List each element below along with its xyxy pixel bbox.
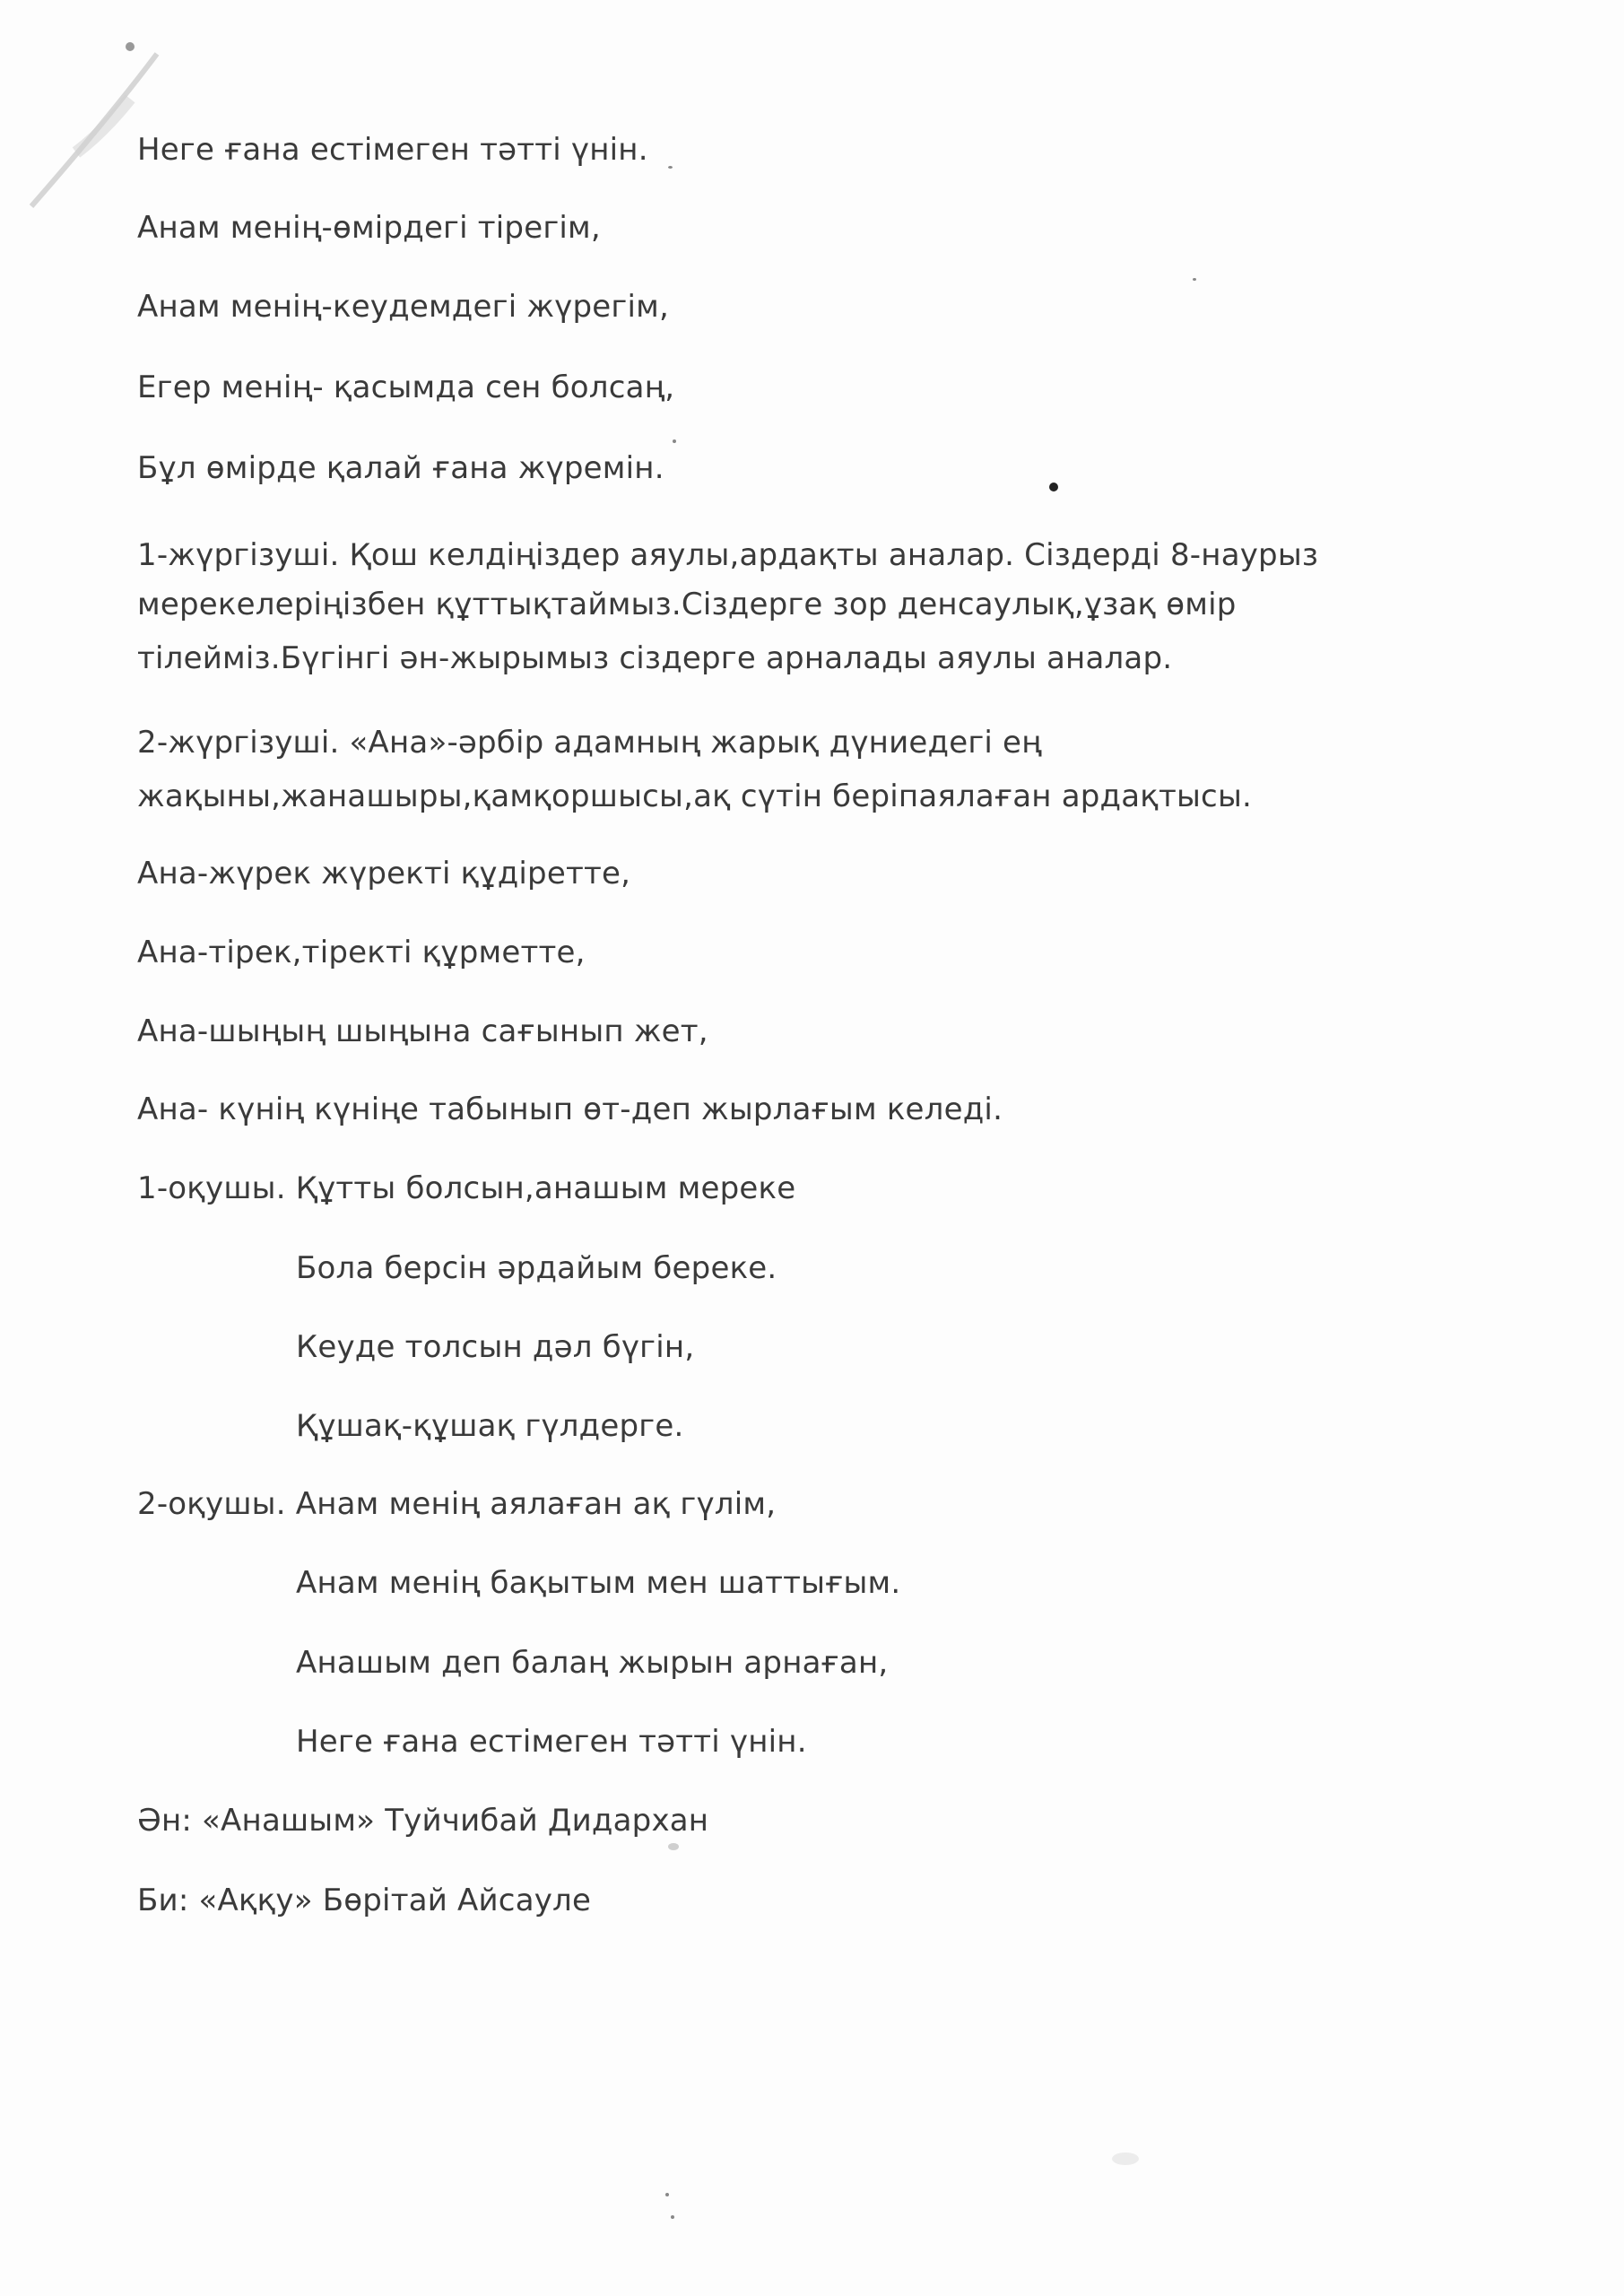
text-line: Бұл өмірде қалай ғана жүремін.: [137, 450, 664, 486]
text-line: Ана-жүрек жүректі құдіретте,: [137, 856, 631, 891]
text-line: 1-жүргізуші. Қош келдіңіздер аяулы,ардақты аналар. Сіздерді 8-наурыз: [137, 537, 1319, 573]
text-line: Ана-шыңың шыңына сағынып жет,: [137, 1013, 708, 1049]
text-line: Құшақ-құшақ гүлдерге.: [296, 1408, 684, 1444]
text-line: Ана-тірек,тіректі құрметте,: [137, 935, 586, 970]
scan-smudge: [22, 36, 166, 215]
text-line: Егер менің- қасымда сен болсаң,: [137, 370, 675, 405]
text-line: Анам менің бақытым мен шаттығым.: [296, 1565, 901, 1601]
scan-dot: [665, 2193, 669, 2196]
scan-dot: [1193, 278, 1196, 281]
scan-dot: [671, 2215, 674, 2219]
text-line: Ән: «Анашым» Туйчибай Дидархан: [137, 1803, 709, 1839]
text-line: 2-оқушы. Анам менің аялаған ақ гүлім,: [137, 1486, 777, 1522]
text-line: Анам менің-кеудемдегі жүрегім,: [137, 289, 669, 325]
text-line: тілейміз.Бүгінгі ән-жырымыз сіздерге арналады аяулы аналар.: [137, 640, 1173, 676]
scan-dot: [668, 1843, 679, 1850]
text-line: мерекелеріңізбен құттықтаймыз.Сіздерге зор денсаулық,ұзақ өмір: [137, 587, 1237, 622]
text-line: Анам менің-өмірдегі тірегім,: [137, 210, 601, 246]
text-line: жақыны,жанашыры,қамқоршысы,ақ сүтін беріпаялаған ардақтысы.: [137, 778, 1253, 814]
scan-dot: [673, 439, 676, 443]
scan-dot: [1112, 2152, 1139, 2165]
text-line: Бола берсін әрдайым береке.: [296, 1250, 777, 1286]
text-line: Анашым деп балаң жырын арнаған,: [296, 1645, 889, 1681]
text-line: Кеуде толсын дәл бүгін,: [296, 1329, 695, 1365]
scan-dot: [668, 166, 673, 169]
text-line: 1-оқушы. Құтты болсын,анашым мереке: [137, 1170, 796, 1206]
text-line: Би: «Аққу» Бөрітай Айсауле: [137, 1883, 592, 1918]
text-line: Ана- күнің күніңе табынып өт-деп жырлағым келеді.: [137, 1091, 1003, 1127]
text-line: Неге ғана естімеген тәтті үнін.: [137, 132, 648, 168]
scan-dot: [1049, 483, 1058, 491]
text-line: 2-жүргізуші. «Ана»-әрбір адамның жарық дүниедегі ең: [137, 725, 1042, 761]
text-line: Неге ғана естімеген тәтті үнін.: [296, 1724, 807, 1760]
